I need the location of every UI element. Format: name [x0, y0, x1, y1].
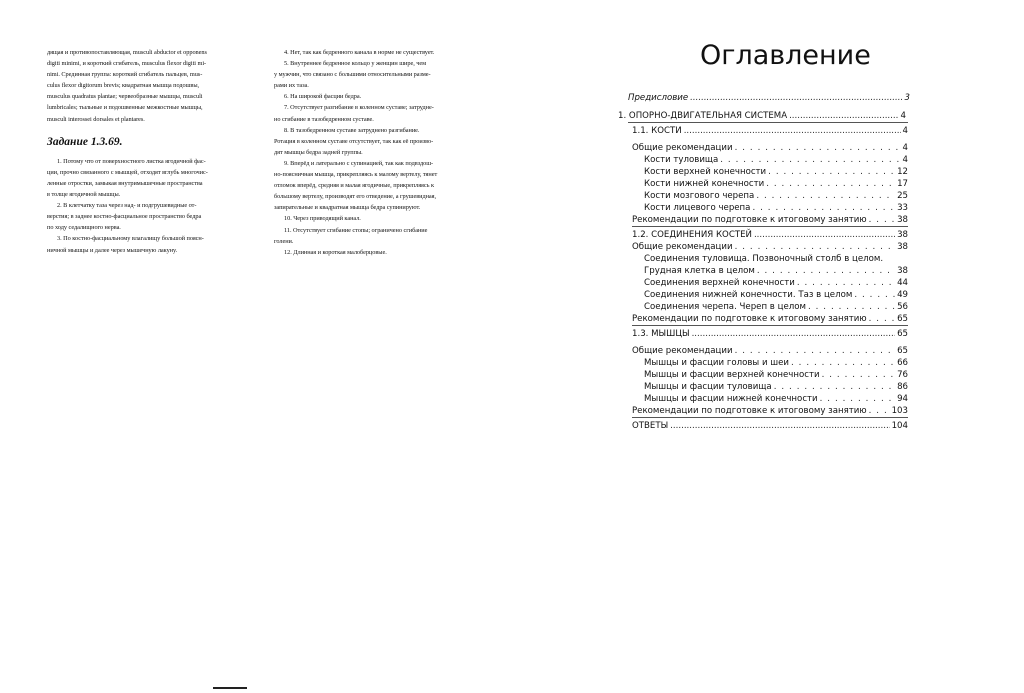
toc-entry[interactable]	[644, 278, 908, 290]
toc-entry-label: 1.2. СОЕДИНЕНИЯ КОСТЕЙ	[632, 230, 752, 240]
toc-entry[interactable]	[632, 421, 908, 433]
toc-entry[interactable]	[644, 382, 908, 394]
toc-leader	[774, 382, 895, 392]
toc-entry-page: 65	[897, 329, 908, 339]
toc-entry-page: 25	[897, 191, 908, 201]
toc-entry-label: Рекомендации по подготовке к итоговому занятию	[632, 215, 867, 225]
toc-entry-label: Кости нижней конечности	[644, 179, 765, 189]
toc-entry-page: 4	[902, 126, 908, 136]
answer-line: по ходу седалищного нерва.	[47, 224, 121, 232]
toc-entry-label: Общие рекомендации	[632, 242, 733, 252]
toc-entry-label: Мышцы и фасции нижней конечности	[644, 394, 818, 404]
toc-entry-page: 38	[897, 230, 908, 240]
toc-leader	[757, 266, 895, 276]
answer-line: Ротация в коленном суставе отсутствует, так как её произво-	[274, 137, 434, 145]
answer-line: 3. По костно-фасциальному влагалищу большой поясн-	[57, 235, 204, 243]
answer-line: рами их таза.	[274, 82, 309, 90]
toc-title: Оглавление	[700, 40, 871, 71]
toc-entry-page: 44	[897, 278, 908, 288]
toc-divider	[632, 325, 908, 326]
toc-entry-label: Соединения нижней конечности. Таз в целом	[644, 290, 853, 300]
toc-entry-page: 38	[897, 215, 908, 225]
toc-leader	[766, 179, 895, 189]
toc-entry-page: 12	[897, 167, 908, 177]
toc-entry-label: Грудная клетка в целом	[644, 266, 755, 276]
toc-entry-label: Соединения туловища. Позвоночный столб в целом.	[644, 254, 884, 264]
toc-leader	[756, 191, 895, 201]
toc-entry-page: 38	[897, 266, 908, 276]
toc-entry[interactable]	[632, 143, 908, 155]
answer-line: 2. В клетчатку таза через над- и подгрушевидные от-	[57, 202, 197, 210]
toc-leader	[789, 111, 898, 121]
left-page-column-2	[274, 47, 486, 258]
toc-entry-page: 4	[900, 111, 906, 121]
text-line: nimi. Срединная группа: короткий сгибатель пальцев, mus-	[47, 71, 203, 79]
toc-entry-label: ОТВЕТЫ	[632, 421, 669, 431]
toc-entry-page: 103	[891, 406, 908, 416]
answer-line: дят мышцы бедра задней группы.	[274, 148, 363, 156]
left-page-column-1	[47, 47, 265, 256]
toc-entry[interactable]	[644, 358, 908, 370]
text-line: digiti minimi, и короткий сгибатель, musculus flexor digiti mi-	[47, 60, 207, 68]
toc-leader	[768, 167, 895, 177]
toc-entry-page: 86	[897, 382, 908, 392]
toc-entry-page: 65	[897, 314, 908, 324]
answer-line: 4. Нет, так как бедренного канала в норме не существует.	[284, 49, 435, 56]
toc-entry-page: 33	[897, 203, 908, 213]
toc-leader	[869, 215, 895, 225]
text-line: lumbricales; тыльные и подошвенные межкостные мышцы,	[47, 104, 203, 112]
toc-entry-label: Мышцы и фасции туловища	[644, 382, 772, 392]
answer-line: ничной мышцы и далее через мышечную лакуну.	[47, 246, 177, 254]
text-line: musculus quadratus plantae; червеобразные мышцы, musculi	[47, 93, 203, 101]
toc-entry-label: Кости лицевого черепа	[644, 203, 751, 213]
text-line: дящая и противопоставляющая, musculi abductor et opponens	[47, 49, 207, 56]
answer-line: голени.	[274, 237, 294, 245]
toc-leader	[808, 302, 895, 312]
answer-line: 1. Потому что от поверхностного листка ягодичной фас-	[57, 157, 206, 165]
toc-leader	[822, 370, 895, 380]
toc-entry[interactable]	[644, 290, 908, 302]
answer-line: но-поясничная мышца, прикрепляясь к малому вертелу, тянет	[274, 171, 438, 179]
toc-leader	[720, 155, 900, 165]
toc-entry-page: 66	[897, 358, 908, 368]
toc-entry-label: Соединения черепа. Череп в целом	[644, 302, 806, 312]
answer-line: 11. Отсутствует сгибание стопы; ограничено сгибание	[284, 226, 428, 234]
toc-entry[interactable]	[644, 394, 908, 406]
toc-entry[interactable]	[632, 126, 908, 138]
answer-line: 12. Длинная и короткая малоберцовые.	[284, 248, 387, 256]
toc-entry-label: Общие рекомендации	[632, 346, 733, 356]
toc-leader	[684, 126, 901, 136]
toc-entry-page: 56	[897, 302, 908, 312]
answer-line: отломок вперёд, средняя и малая ягодичные, прикрепляясь к	[274, 182, 434, 190]
toc-entry-label: Мышцы и фасции головы и шеи	[644, 358, 789, 368]
toc-entry[interactable]	[644, 203, 908, 215]
toc-entry-page: 38	[897, 242, 908, 252]
toc-divider	[628, 122, 908, 123]
toc-entry-label: 1. ОПОРНО-ДВИГАТЕЛЬНАЯ СИСТЕМА	[618, 111, 788, 121]
toc-entry[interactable]	[644, 302, 908, 314]
toc-entry-label: 1.1. КОСТИ	[632, 126, 682, 136]
toc-entry[interactable]	[644, 179, 908, 191]
toc-entry-page: 94	[897, 394, 908, 404]
answer-line: у мужчин, что связано с большими относительными разме-	[274, 71, 431, 79]
toc-entry-label: 1.3. МЫШЦЫ	[632, 329, 690, 339]
answer-line: запирательные и квадратная мышца бедра супинируют.	[274, 204, 421, 212]
toc-entry-label: Кости верхней конечности	[644, 167, 767, 177]
toc-leader	[869, 314, 895, 324]
answer-line: 6. На широкой фасции бедра.	[284, 93, 362, 101]
toc-entry-label: Кости туловища	[644, 155, 719, 165]
text-line: musculi interossei dorsales et plantares.	[47, 115, 145, 123]
toc-leader	[690, 93, 902, 103]
answer-line: ции, прочно связанного с мышцей, отходят вглубь многочис-	[47, 168, 208, 176]
toc-entry-page: 17	[897, 179, 908, 189]
answer-line: но сгибание в тазобедренном суставе.	[274, 115, 374, 123]
toc-leader	[670, 421, 889, 431]
answer-line: верстия; в заднее костно-фасциальное пространство бедра	[47, 213, 202, 221]
answer-line: 8. В тазобедренном суставе затруднено разгибание.	[284, 126, 420, 134]
toc-leader	[854, 290, 895, 300]
toc-entry-page: 104	[891, 421, 908, 431]
toc-entry-label: Мышцы и фасции верхней конечности	[644, 370, 820, 380]
toc-entry[interactable]	[632, 242, 908, 254]
answer-line: в толще ягодичной мышцы.	[47, 191, 121, 199]
toc-entry-page: 49	[897, 290, 908, 300]
toc-leader	[797, 278, 895, 288]
toc-entry[interactable]	[644, 167, 908, 179]
answer-line: 7. Отсутствует разгибание в коленном суставе; затрудне-	[284, 104, 434, 112]
toc-entry-label: Рекомендации по подготовке к итоговому занятию	[632, 406, 867, 416]
answer-line: ленные отростки, замыкая внутримышечные пространства	[47, 179, 203, 187]
toc-divider	[632, 417, 908, 418]
answer-line: 5. Внутреннее бедренное кольцо у женщин шире, чем	[284, 60, 427, 68]
toc-entry-page: 65	[897, 346, 908, 356]
toc-leader	[754, 230, 895, 240]
answer-line: 10. Через приводящий канал.	[284, 215, 361, 223]
toc-leader	[752, 203, 895, 213]
toc-entry-label: Общие рекомендации	[632, 143, 733, 153]
text-line: culus flexor digitorum brevis; квадратная мышца подошвы,	[47, 82, 200, 90]
toc-entry-label: Рекомендации по подготовке к итоговому занятию	[632, 314, 867, 324]
toc-leader	[869, 406, 890, 416]
answer-line: большому вертелу, производят его отведение, а грушевидная,	[274, 193, 437, 201]
toc-leader	[820, 394, 895, 404]
toc-entry-label: Соединения верхней конечности	[644, 278, 795, 288]
toc-entry[interactable]	[644, 370, 908, 382]
toc-leader	[735, 242, 895, 252]
toc-entry-page: 4	[902, 155, 908, 165]
toc-entry-page: 3	[904, 93, 910, 103]
toc-leader	[692, 329, 895, 339]
toc-entry[interactable]	[628, 93, 910, 105]
toc-divider	[632, 226, 908, 227]
page-edge-mark	[213, 687, 247, 689]
toc-leader	[735, 143, 901, 153]
toc-entry-page: 4	[902, 143, 908, 153]
toc-entry-label: Предисловие	[628, 93, 689, 103]
toc-entry[interactable]	[644, 266, 908, 278]
toc-entry[interactable]	[644, 191, 908, 203]
task-heading: Задание 1.3.69.	[47, 135, 123, 148]
toc-leader	[735, 346, 895, 356]
toc-entry[interactable]	[632, 346, 908, 358]
toc-leader	[791, 358, 895, 368]
toc-entry-page: 76	[897, 370, 908, 380]
toc-entry[interactable]	[644, 155, 908, 167]
toc-entry[interactable]	[632, 329, 908, 341]
toc-entry[interactable]	[632, 230, 908, 242]
answer-line: 9. Вперёд и латерально с супинацией, так как подвздош-	[284, 159, 434, 167]
toc-entry-label: Кости мозгового черепа	[644, 191, 755, 201]
toc-entry[interactable]	[644, 254, 908, 266]
